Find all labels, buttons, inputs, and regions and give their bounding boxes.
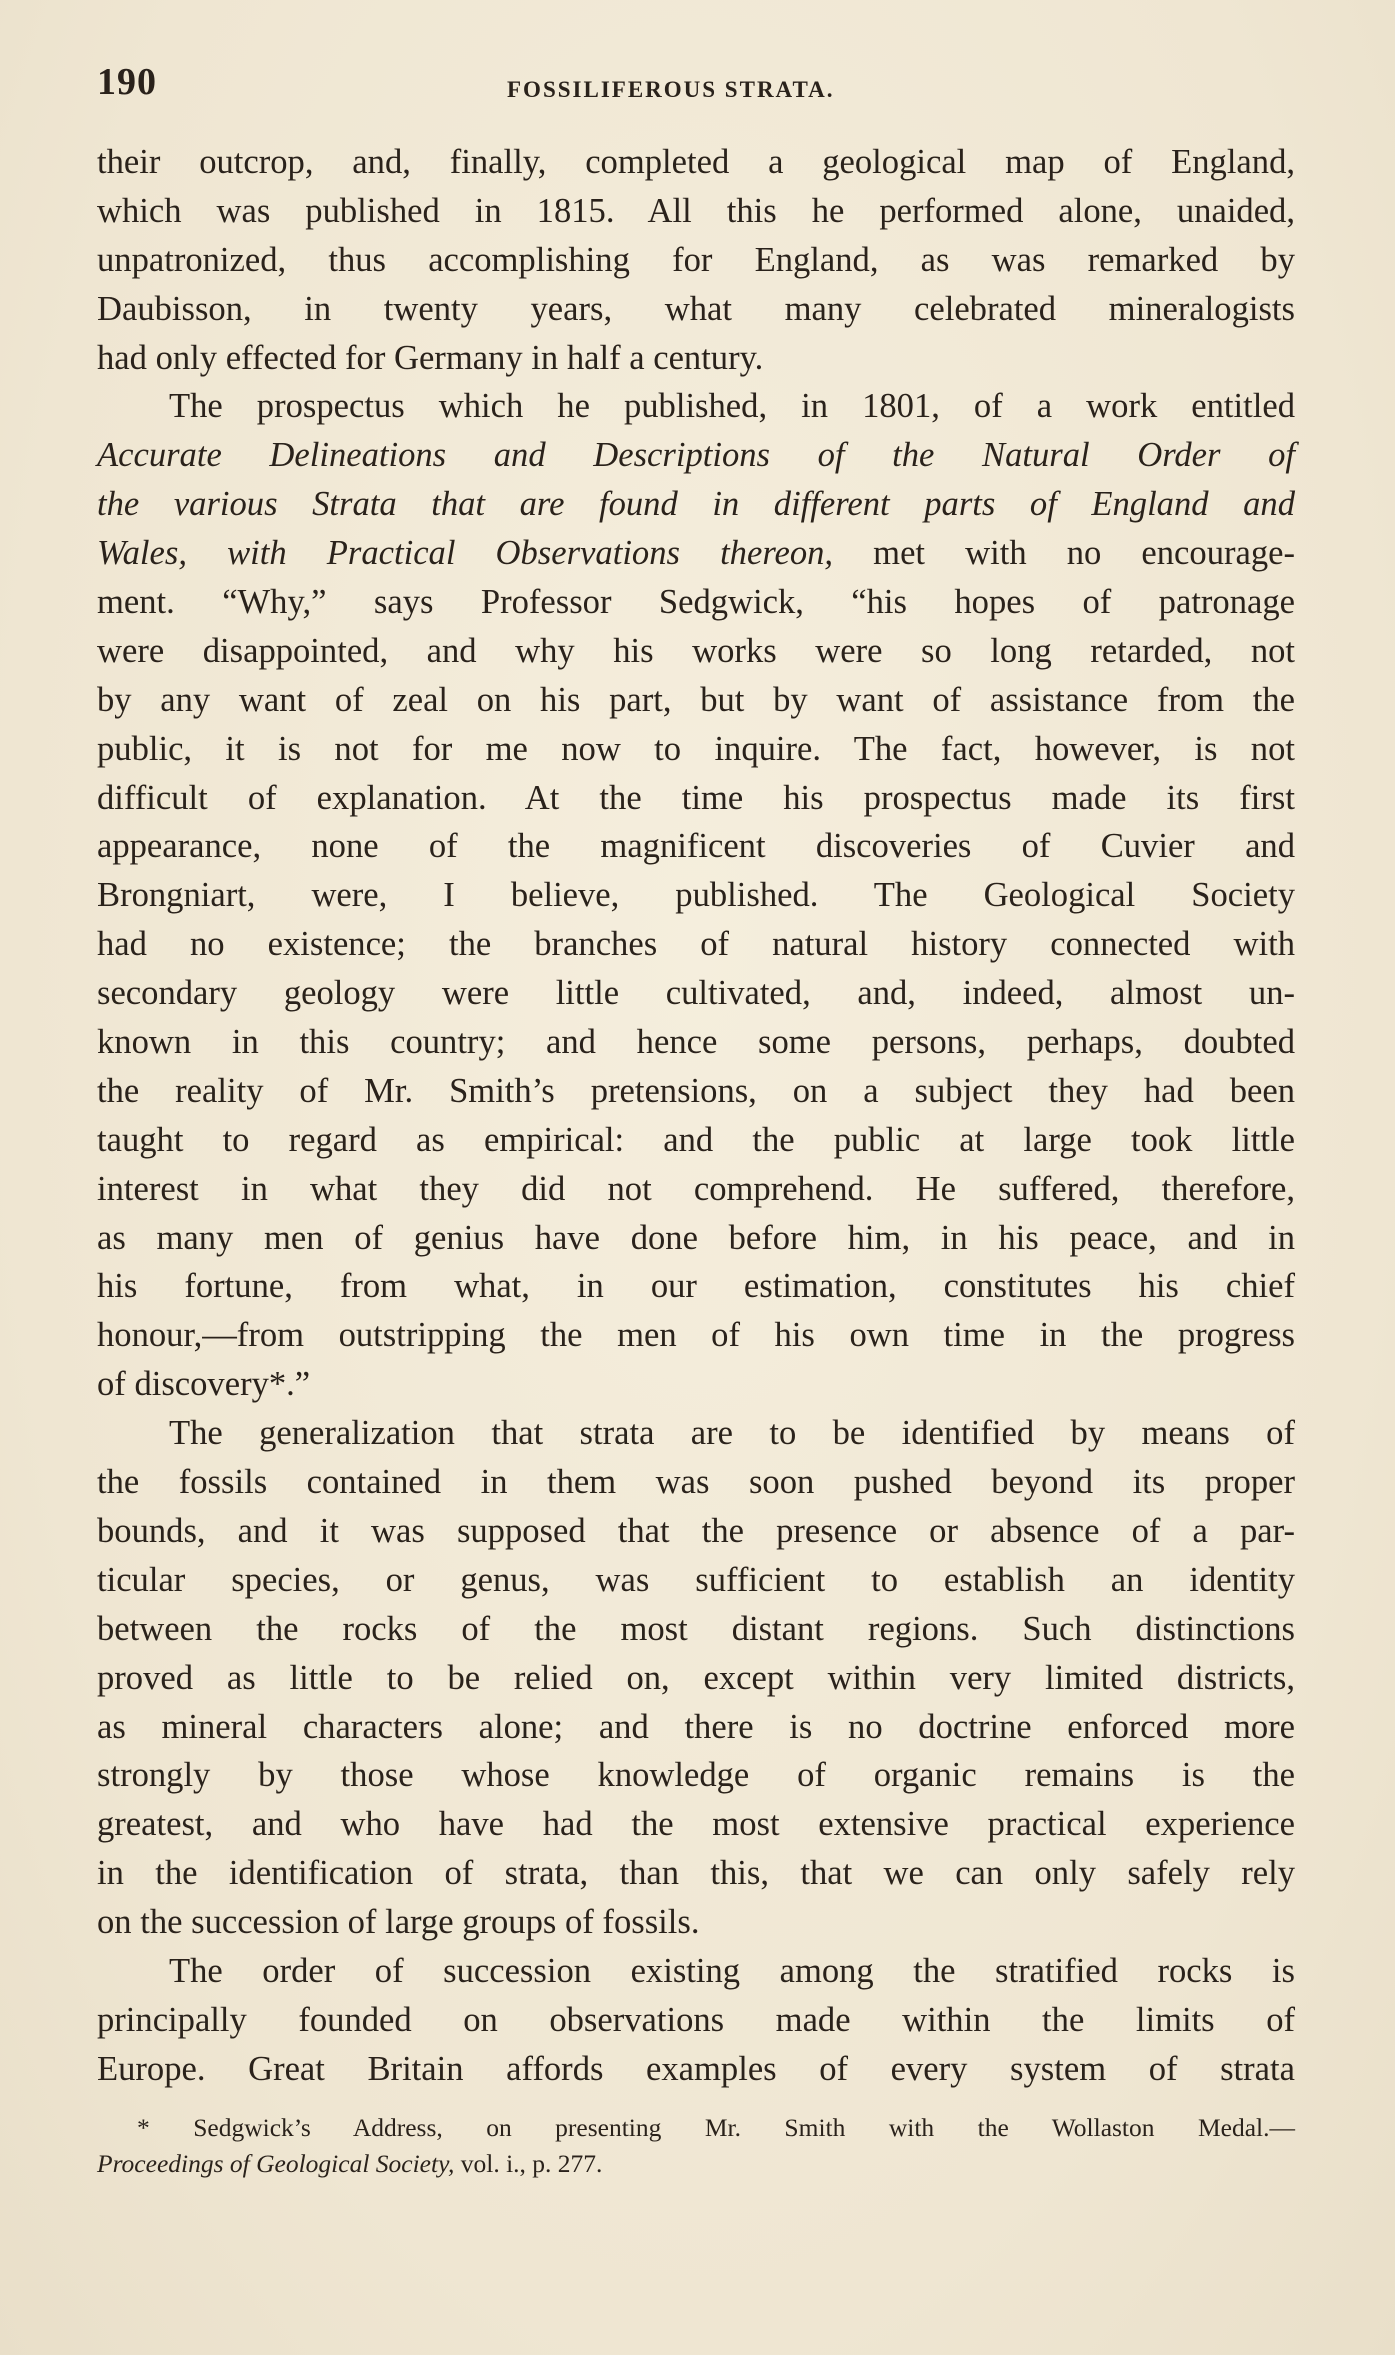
text-line: interest in what they did not comprehend. He suffered, therefore, bbox=[97, 1169, 1295, 1208]
text-line: as mineral characters alone; and there is no doctrine enforced more bbox=[97, 1707, 1295, 1746]
text-line bbox=[97, 529, 1295, 578]
text-line: Brongniart, were, I believe, published. The Geological Society bbox=[97, 876, 1295, 915]
text-line: appearance, none of the magnificent discoveries of Cuvier and bbox=[97, 827, 1295, 866]
text-line: bounds, and it was supposed that the presence or absence of a par- bbox=[97, 1511, 1295, 1550]
text-line: in the identification of strata, than this, that we can only safely rely bbox=[97, 1854, 1295, 1893]
footnote bbox=[97, 2110, 1295, 2182]
text-line: honour,—from outstripping the men of his own time in the progress bbox=[97, 1316, 1295, 1355]
text-line: proved as little to be relied on, except within very limited districts, bbox=[97, 1658, 1295, 1697]
text-line: his fortune, from what, in our estimation, constitutes his chief bbox=[97, 1267, 1295, 1306]
text-line: ment. “Why,” says Professor Sedgwick, “his hopes of patronage bbox=[97, 583, 1295, 622]
footnote-line bbox=[97, 2146, 1295, 2182]
text-line: had no existence; the branches of natural history connected with bbox=[97, 925, 1295, 964]
text-line: as many men of genius have done before him, in his peace, and in bbox=[97, 1218, 1295, 1257]
text-line: principally founded on observations made within the limits of bbox=[97, 2000, 1295, 2039]
text-line: Daubisson, in twenty years, what many celebrated mineralogists bbox=[97, 289, 1295, 328]
text-line: secondary geology were little cultivated, and, indeed, almost un- bbox=[97, 974, 1295, 1013]
text-line: known in this country; and hence some persons, perhaps, doubted bbox=[97, 1023, 1295, 1062]
text-line: difficult of explanation. At the time his prospectus made its first bbox=[97, 778, 1295, 817]
footnote-citation-italic: Proceedings of Geological Society, bbox=[97, 2149, 455, 2178]
text-line: by any want of zeal on his part, but by want of assistance from the bbox=[97, 680, 1295, 719]
text-fragment: met with no encourage- bbox=[833, 534, 1295, 573]
body-text bbox=[97, 138, 1295, 2094]
text-line: unpatronized, thus accomplishing for England, as was remarked by bbox=[97, 240, 1295, 279]
text-line: The order of succession existing among the stratified rocks is bbox=[169, 1951, 1295, 1990]
text-line: The generalization that strata are to be identified by means of bbox=[169, 1414, 1295, 1453]
text-line: had only effected for Germany in half a century. bbox=[97, 338, 764, 377]
text-line: their outcrop, and, finally, completed a geological map of England, bbox=[97, 143, 1295, 181]
italic-title-line: Accurate Delineations and Descriptions of the Natural Order of bbox=[97, 436, 1295, 475]
text-line: public, it is not for me now to inquire. The fact, however, is not bbox=[97, 729, 1295, 768]
running-head: FOSSILIFEROUS STRATA. bbox=[507, 77, 835, 102]
text-line: strongly by those whose knowledge of organic remains is the bbox=[97, 1756, 1295, 1795]
text-line: between the rocks of the most distant regions. Such distinctions bbox=[97, 1609, 1295, 1648]
text-line: Europe. Great Britain affords examples of every system of strata bbox=[97, 2049, 1295, 2088]
text-line: taught to regard as empirical: and the public at large took little bbox=[97, 1120, 1295, 1159]
italic-title-fragment: Wales, with Practical Observations thereon, bbox=[97, 534, 834, 573]
text-line: greatest, and who have had the most extensive practical experience bbox=[97, 1805, 1295, 1844]
footnote-citation-rest: vol. i., p. 277. bbox=[454, 2149, 603, 2178]
text-line: ticular species, or genus, was sufficient to establish an identity bbox=[97, 1560, 1295, 1599]
italic-title-line: the various Strata that are found in different parts of England and bbox=[97, 485, 1295, 524]
footnote-line: * Sedgwick’s Address, on presenting Mr. Smith with the Wollaston Medal.— bbox=[137, 2113, 1295, 2142]
text-line: of discovery*.” bbox=[97, 1365, 311, 1404]
text-line: on the succession of large groups of fossils. bbox=[97, 1903, 700, 1942]
text-line: the fossils contained in them was soon pushed beyond its proper bbox=[97, 1463, 1295, 1502]
text-line: The prospectus which he published, in 1801, of a work entitled bbox=[169, 387, 1295, 426]
page-header bbox=[97, 60, 1297, 120]
text-line: the reality of Mr. Smith’s pretensions, on a subject they had been bbox=[97, 1071, 1295, 1110]
text-line: which was published in 1815. All this he performed alone, unaided, bbox=[97, 191, 1295, 230]
page-number: 190 bbox=[97, 61, 157, 103]
text-line: were disappointed, and why his works were so long retarded, not bbox=[97, 631, 1295, 670]
